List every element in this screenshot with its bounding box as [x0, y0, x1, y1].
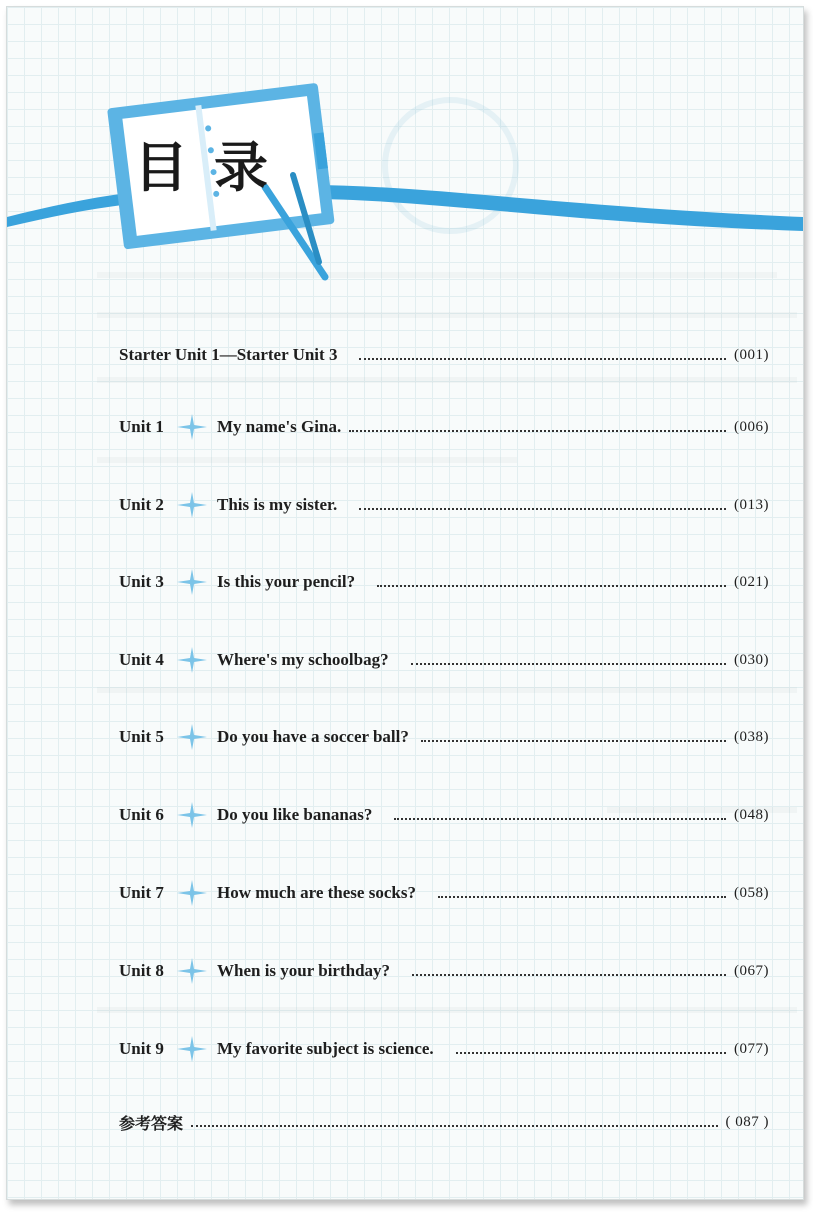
toc-row-unit-5: [119, 724, 769, 750]
toc-row-answers: [119, 1109, 769, 1135]
unit-title: Do you like bananas?: [217, 805, 373, 824]
dot-leader: [191, 1121, 717, 1127]
unit-title: Is this your pencil?: [217, 572, 356, 591]
bleed-through-line: [97, 1007, 797, 1013]
bleed-through-line: [97, 457, 517, 463]
toc-row-unit-8: [119, 958, 769, 984]
toc-page-number: (067): [734, 962, 769, 979]
four-point-star-icon: [177, 802, 217, 828]
toc-page-number: (077): [734, 1040, 769, 1057]
bleed-through-line: [97, 377, 797, 383]
book-page: [6, 6, 804, 1200]
unit-label: Unit 3: [119, 572, 164, 591]
unit-label: Unit 7: [119, 883, 164, 902]
toc-page-number: (048): [734, 806, 769, 823]
unit-title: My name's Gina.: [217, 417, 342, 436]
toc-row-unit-2: [119, 492, 769, 518]
unit-label: Unit 8: [119, 961, 164, 980]
bleed-through-line: [97, 312, 797, 318]
unit-label: Unit 4: [119, 650, 164, 669]
unit-label: Unit 6: [119, 805, 164, 824]
toc-row-unit-3: [119, 569, 769, 595]
unit-title: Do you have a soccer ball?: [217, 727, 409, 746]
toc-row-unit-1: [119, 414, 769, 440]
toc-page-number: ( 087 ): [725, 1113, 769, 1130]
toc-row-starter: [119, 342, 769, 368]
toc-page-number: (021): [734, 573, 769, 590]
unit-label: Unit 5: [119, 727, 164, 746]
dot-leader: [359, 504, 726, 510]
four-point-star-icon: [177, 492, 217, 518]
dot-leader: [349, 426, 726, 432]
dot-leader: [438, 892, 726, 898]
dot-leader: [359, 354, 726, 360]
four-point-star-icon: [177, 1036, 217, 1062]
dot-leader: [411, 659, 726, 665]
four-point-star-icon: [177, 647, 217, 673]
dot-leader: [456, 1048, 726, 1054]
four-point-star-icon: [177, 880, 217, 906]
dot-leader: [394, 814, 726, 820]
toc-row-unit-6: [119, 802, 769, 828]
toc-starter-title: Starter Unit 1—Starter Unit 3: [119, 345, 338, 364]
page-title: 目录: [134, 136, 294, 199]
toc-page-number: (013): [734, 496, 769, 513]
unit-title: My favorite subject is science.: [217, 1039, 434, 1058]
dot-leader: [412, 970, 726, 976]
unit-title: How much are these socks?: [217, 883, 416, 902]
dot-leader: [421, 736, 726, 742]
toc-row-unit-7: [119, 880, 769, 906]
unit-label: Unit 2: [119, 495, 164, 514]
toc-page-number: (038): [734, 728, 769, 745]
unit-label: Unit 1: [119, 417, 164, 436]
four-point-star-icon: [177, 958, 217, 984]
toc-page-number: (001): [734, 346, 769, 363]
toc-row-unit-9: [119, 1036, 769, 1062]
bleed-through-line: [97, 687, 797, 693]
notebook-and-pen-icon: [7, 67, 803, 287]
toc-row-unit-4: [119, 647, 769, 673]
unit-title: When is your birthday?: [217, 961, 391, 980]
four-point-star-icon: [177, 569, 217, 595]
toc-page-number: (006): [734, 418, 769, 435]
four-point-star-icon: [177, 724, 217, 750]
toc-page-number: (030): [734, 651, 769, 668]
answers-title: 参考答案: [119, 1113, 184, 1133]
unit-title: Where's my schoolbag?: [217, 650, 389, 669]
toc-page-number: (058): [734, 884, 769, 901]
unit-label: Unit 9: [119, 1039, 164, 1058]
unit-title: This is my sister.: [217, 495, 338, 514]
four-point-star-icon: [177, 414, 217, 440]
dot-leader: [377, 581, 726, 587]
